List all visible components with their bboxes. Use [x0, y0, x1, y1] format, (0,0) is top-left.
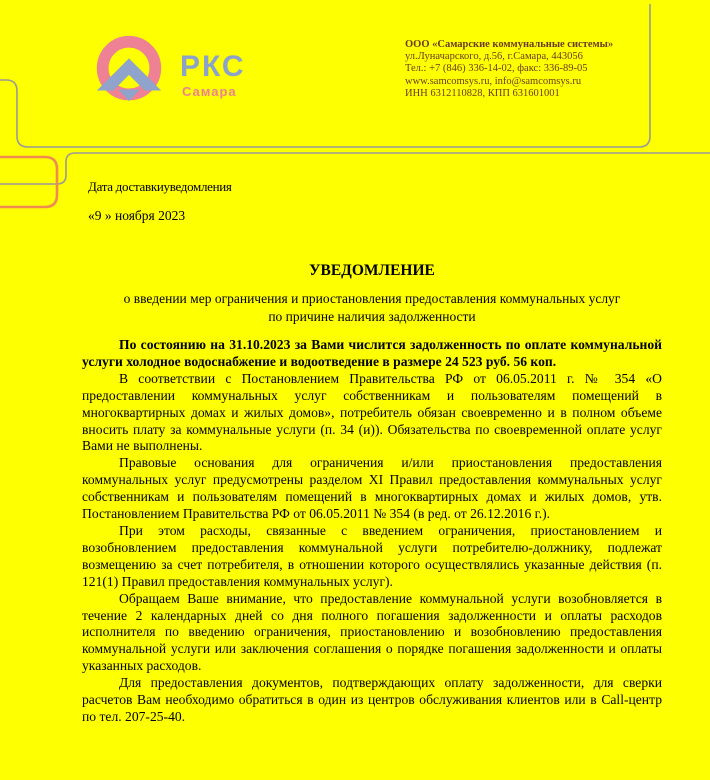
logo-brand-text: РКС [180, 50, 246, 83]
notice-paragraph: Правовые основания для ограничения и/или приостановления предоставления коммунальных услуг предусмотрены разделом XI Правил предоставления коммунальных услуг собственникам и пользователям помещений в многоквартирных домах и жилых домов, утв. Постановлением Правительства РФ от 06.05.2011 № 354 (в ред. от 26.12.2016 г.). [82, 455, 662, 522]
notice-subtitle-line1: о введении мер ограничения и приостановления предоставления коммунальных услуг [123, 291, 621, 306]
notice-title: УВЕДОМЛЕНИЕ [309, 262, 435, 279]
company-requisites [405, 39, 650, 100]
logo-city-text: Самара [182, 84, 237, 99]
rks-logo-icon [90, 32, 168, 110]
notice-paragraph: Обращаем Ваше внимание, что предоставление коммунальной услуги возобновляется в течение 2 календарных дней со дня полного погашения задолженности и оплаты расходов исполнителя по введению ограничения, приостановлению и возобновлению предоставления коммунальной услуги или заключения соглашения о порядке погашения задолженности и оплаты указанных расходов. [82, 590, 662, 674]
notice-paragraph: В соответствии с Постановлением Правительства РФ от 06.05.2011 г. № 354 «О предоставлении коммунальных услуг собственникам и пользователям помещений в многоквартирных домах и жилых домов», потребитель обязан своевременно и в полном объеме вносить плату за коммунальные услуги (п. 34 (и)). Обязательства по своевременной оплате услуг Вами не выполнены. [82, 370, 662, 454]
notice-paragraph: Для предоставления документов, подтверждающих оплату задолженности, для сверки расчетов Вам необходимо обратиться в один из центров обслуживания клиентов или в Call-центр по тел. 207-25-40. [82, 675, 662, 724]
delivery-date-label: Дата доставкиуведомления [88, 179, 232, 194]
company-web-email: www.samcomsys.ru, info@samcomsys.ru [405, 75, 582, 87]
delivery-date-value: «9 » ноября 2023 [88, 208, 186, 223]
decor-line-orange-bracket [0, 157, 57, 207]
notice-paragraph: При этом расходы, связанные с введением ограничения, приостановлением и возобновлением предоставления коммунальной услуги потребителю-должнику, подлежат возмещению за счет потребителя, в отношении которого осуществлялись указанные действия (п. 121(1) Правил предоставления коммунальных услуг). [82, 522, 662, 589]
company-inn-kpp: ИНН 6312110828, КПП 631601001 [405, 87, 560, 99]
company-name: ООО «Самарские коммунальные системы» [405, 39, 614, 50]
notice-subtitle-line2: по причине наличия задолженности [268, 308, 476, 324]
company-phone: Тел.: +7 (846) 336-14-02, факс: 336-89-05 [405, 63, 588, 75]
notice-paragraph-debt: По состоянию на 31.10.2023 за Вами числится задолженность по оплате коммунальной услуги холодное водоснабжение и водоотведение в размере 24 523 руб. 56 коп. [82, 337, 662, 369]
notice-subtitle [82, 290, 662, 325]
notice-body [82, 337, 662, 726]
company-address: ул.Луначарского, д.56, г.Самара, 443056 [405, 51, 583, 63]
